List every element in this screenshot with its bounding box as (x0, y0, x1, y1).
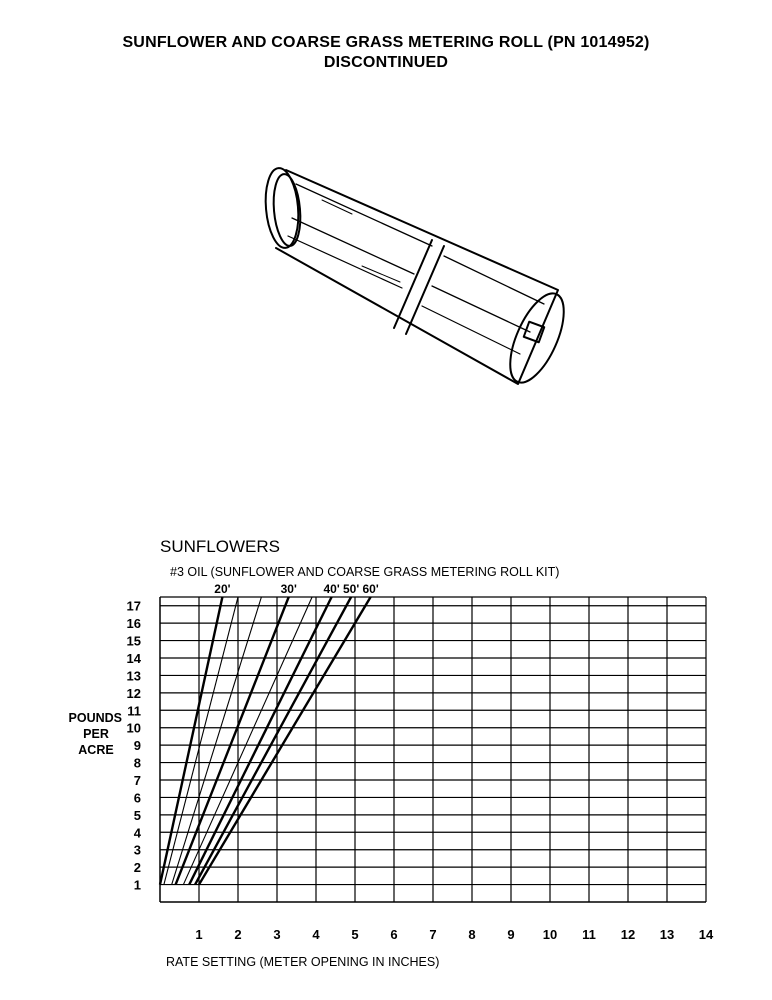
y-axis-label-line-1: POUNDS (68, 711, 122, 725)
series-label-6: 40' (323, 582, 340, 596)
y-tick-label: 13 (126, 668, 141, 684)
x-tick-label: 4 (312, 927, 320, 942)
x-axis-label: RATE SETTING (METER OPENING IN INCHES) (166, 955, 440, 969)
page-title (0, 33, 772, 73)
x-tick-label: 11 (582, 927, 596, 942)
y-axis-label-line-3: ACRE (78, 743, 114, 757)
x-tick-label: 14 (698, 927, 714, 942)
sunflower-rate-chart (0, 520, 772, 980)
y-tick-label: 11 (127, 703, 141, 719)
y-tick-label: 8 (133, 755, 141, 771)
y-tick-label: 12 (126, 685, 141, 701)
y-axis-label-line-2: PER (83, 727, 109, 741)
x-tick-label: 6 (390, 927, 398, 942)
metering-roll-illustration (262, 158, 582, 398)
x-tick-label: 12 (620, 927, 636, 942)
series-label-4: 30' (280, 582, 297, 596)
y-axis-ticks (127, 599, 142, 893)
y-tick-label: 14 (126, 651, 141, 666)
x-tick-label: 5 (351, 927, 359, 942)
series-label-8: 60' (362, 582, 379, 596)
y-tick-label: 3 (133, 842, 141, 858)
title-line: SUNFLOWER AND COARSE GRASS METERING ROLL (PN 1014952) (122, 34, 650, 51)
x-tick-label: 10 (542, 927, 558, 942)
x-tick-label: 1 (195, 927, 203, 942)
y-tick-label: 5 (133, 807, 141, 823)
x-tick-label: 9 (507, 927, 515, 942)
x-tick-label: 2 (234, 927, 242, 942)
chart-title: SUNFLOWERS (160, 537, 280, 556)
y-tick-label: 9 (133, 738, 141, 754)
y-tick-label: 4 (133, 825, 141, 841)
series-label-1: 20' (214, 582, 231, 596)
y-tick-label: 1 (133, 877, 141, 893)
y-tick-label: 10 (126, 720, 141, 736)
x-axis-ticks (195, 927, 714, 942)
discontinued-label: DISCONTINUED (323, 54, 449, 71)
x-tick-label: 8 (468, 927, 476, 942)
chart-grid (160, 597, 706, 902)
series-labels (214, 582, 379, 596)
y-tick-label: 16 (126, 616, 141, 632)
chart-subtitle: #3 OIL (SUNFLOWER AND COARSE GRASS METERING ROLL KIT) (170, 565, 560, 579)
x-tick-label: 3 (273, 927, 281, 942)
y-tick-label: 7 (133, 773, 141, 788)
series-label-7: 50' (342, 582, 360, 596)
y-tick-label: 15 (126, 633, 141, 649)
x-tick-label: 7 (429, 927, 437, 942)
y-tick-label: 2 (133, 860, 141, 876)
x-tick-label: 13 (659, 927, 675, 942)
y-tick-label: 17 (126, 598, 141, 614)
y-tick-label: 6 (133, 790, 141, 806)
